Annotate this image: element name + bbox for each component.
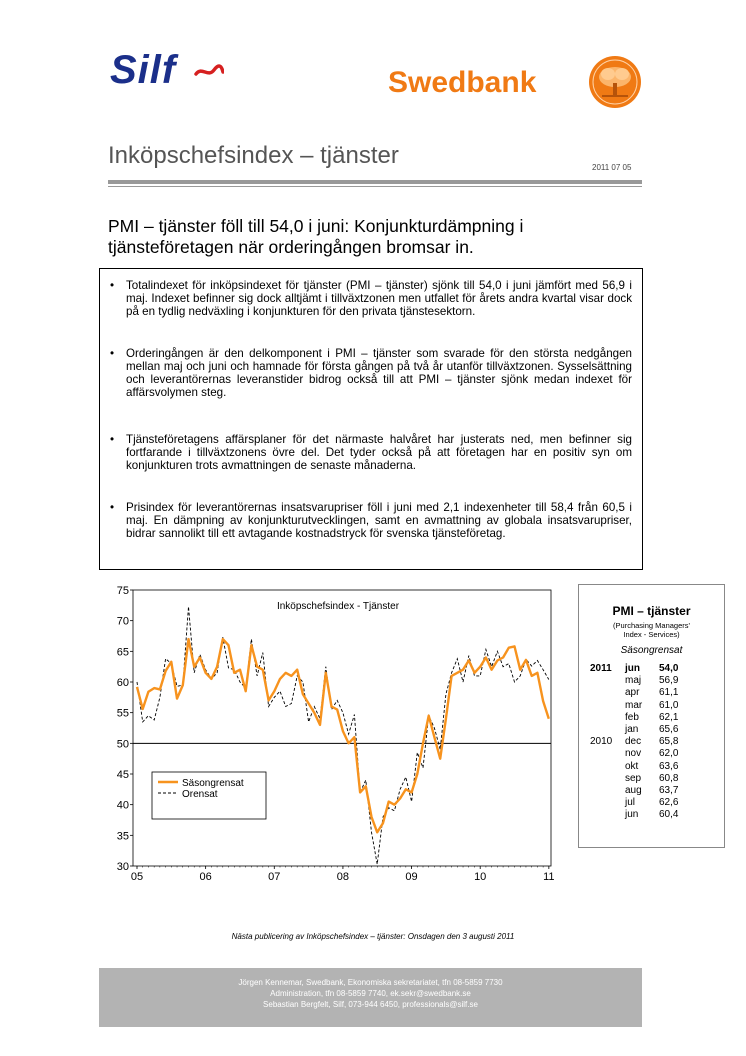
y-axis bbox=[117, 585, 133, 873]
footer-line: Administration, tfn 08-5859 7740, ek.sekr@swedbank.se bbox=[270, 989, 471, 998]
swedbank-oak-icon bbox=[588, 55, 642, 109]
summary-bullet bbox=[110, 279, 632, 318]
swedbank-logo: Swedbank bbox=[388, 66, 537, 99]
y-tick-label: 60 bbox=[116, 677, 129, 689]
table-row bbox=[579, 748, 724, 760]
table-row bbox=[579, 675, 724, 687]
summary-box bbox=[99, 268, 643, 570]
table-cell-value: 63,6 bbox=[659, 760, 679, 772]
table-cell-year: 2011 bbox=[590, 663, 612, 674]
table-cell-month: apr bbox=[625, 687, 640, 699]
pmi-chart bbox=[96, 582, 556, 882]
table-row bbox=[579, 797, 724, 809]
table-subtitle-line: Index - Services) bbox=[623, 630, 680, 639]
legend bbox=[152, 772, 266, 819]
series-line-orensat bbox=[137, 607, 549, 865]
y-tick-label: 40 bbox=[116, 799, 129, 812]
table-cell-value: 62,0 bbox=[659, 748, 679, 760]
table-cell-value: 65,6 bbox=[659, 724, 679, 735]
table-cell-value: 62,1 bbox=[659, 711, 679, 723]
table-cell-month: aug bbox=[625, 785, 642, 796]
x-tick-label: 08 bbox=[336, 871, 350, 882]
table-season-label: Säsongrensat bbox=[620, 645, 683, 656]
table-cell-month: jun bbox=[625, 809, 639, 821]
bullet-text: Totalindexet för inköpsindexet för tjänster (PMI – tjänster) sjönk till 54,0 i juni jämfört med 56,9 i maj. Indexet befinner sig dock alltjämt i tillväxtzonen men utfallet för årets andra kvartal visar dock på en tydlig nedväxling i konjunkturen för den privata tjänstesektorn. bbox=[126, 279, 632, 318]
y-tick-label: 45 bbox=[116, 769, 129, 781]
table-cell-month: feb bbox=[625, 711, 639, 723]
y-tick-label: 55 bbox=[116, 707, 129, 720]
footer-line: Jörgen Kennemar, Swedbank, Ekonomiska sekretariatet, tfn 08-5859 7730 bbox=[238, 978, 503, 987]
bullet-marker: • bbox=[110, 501, 115, 514]
bullet-marker: • bbox=[110, 279, 115, 292]
y-tick-label: 70 bbox=[116, 615, 129, 628]
table-row bbox=[579, 687, 724, 699]
table-cell-month: jul bbox=[625, 797, 636, 809]
table-title: PMI – tjänster bbox=[612, 604, 691, 618]
table-cell-month: dec bbox=[625, 736, 642, 748]
x-tick-label: 11 bbox=[543, 871, 555, 882]
summary-bullet bbox=[110, 501, 632, 540]
table-subtitle bbox=[579, 621, 724, 639]
bullet-text: Orderingången är den delkomponent i PMI – tjänster som svarade för den största nedgången mellan maj och juni och hamnade för första gången på två år utanför tillväxtzonen. Sysselsättning och leverantörernas leveranstider bidrog också till att PMI – tjänster sjönk medan indexet för affärsvolymen steg. bbox=[126, 347, 632, 399]
table-row bbox=[579, 700, 724, 712]
header-divider-thin bbox=[108, 186, 642, 187]
table-row bbox=[579, 809, 724, 821]
table-cell-value: 54,0 bbox=[659, 663, 679, 674]
table-cell-month: sep bbox=[625, 772, 642, 784]
document-title: Inköpschefsindex – tjänster bbox=[108, 142, 399, 169]
table-row bbox=[579, 712, 724, 724]
table-subtitle-line: (Purchasing Managers' bbox=[613, 621, 690, 630]
x-tick-label: 07 bbox=[268, 871, 281, 882]
table-cell-value: 61,0 bbox=[659, 699, 679, 711]
y-tick-label: 75 bbox=[116, 585, 129, 597]
footer-line: Sebastian Bergfelt, Silf, 073-944 6450, professionals@silf.se bbox=[263, 1000, 478, 1009]
pmi-summary-table bbox=[578, 584, 725, 848]
bullet-marker: • bbox=[110, 347, 115, 360]
table-row bbox=[579, 761, 724, 773]
header-divider bbox=[108, 180, 642, 184]
bullet-text: Tjänsteföretagens affärsplaner för det närmaste halvåret har justerats ned, men befinner sig fortfarande i tillväxtzonens övre del. Det tyder också på att företagen har en positiv syn om konjunkturen trots avmattningen de senaste månaderna. bbox=[126, 433, 632, 472]
y-tick-label: 50 bbox=[116, 738, 129, 751]
bullet-marker: • bbox=[110, 433, 115, 446]
y-tick-label: 30 bbox=[116, 861, 129, 873]
x-tick-label: 06 bbox=[199, 871, 212, 882]
table-cell-month: okt bbox=[625, 760, 639, 772]
table-cell-month: mar bbox=[625, 699, 643, 711]
table-cell-month: nov bbox=[625, 748, 642, 760]
table-cell-value: 60,4 bbox=[659, 809, 679, 821]
legend-label-sasongrensat: Säsongrensat bbox=[182, 778, 244, 789]
y-tick-label: 35 bbox=[116, 830, 129, 843]
footer-contact bbox=[99, 968, 642, 1027]
table-cell-value: 63,7 bbox=[659, 785, 679, 796]
table-row bbox=[579, 736, 724, 748]
chart-title: Inköpschefsindex - Tjänster bbox=[276, 601, 400, 612]
bullet-text: Prisindex för leverantörernas insatsvarupriser föll i juni med 2,1 indexenheter till 58,4 från 60,5 i maj. En dämpning av konjunkturutvecklingen, samt en avmattning av globala insatsvarupriser, bidrar sannolikt till ett avtagande kostnadstryck för svenska tjänsteföretag. bbox=[126, 501, 632, 540]
table-cell-month: jun bbox=[625, 663, 640, 674]
table-cell-month: maj bbox=[625, 675, 642, 687]
table-cell-month: jan bbox=[625, 724, 639, 735]
x-axis bbox=[131, 866, 555, 882]
y-tick-label: 65 bbox=[116, 646, 129, 659]
x-tick-label: 10 bbox=[474, 871, 487, 882]
table-cell-year: 2010 bbox=[590, 736, 613, 748]
table-row bbox=[579, 663, 724, 675]
x-tick-label: 09 bbox=[405, 871, 418, 882]
table-cell-value: 61,1 bbox=[659, 687, 679, 699]
x-tick-label: 05 bbox=[130, 871, 144, 882]
legend-label-orensat: Orensat bbox=[182, 789, 218, 800]
table-row bbox=[579, 785, 724, 797]
summary-bullet bbox=[110, 347, 632, 399]
silf-logo-text: Silf bbox=[110, 48, 177, 92]
table-row bbox=[579, 724, 724, 736]
table-cell-value: 65,8 bbox=[659, 736, 679, 748]
headline: PMI – tjänster föll till 54,0 i juni: Konjunkturdämpning i tjänsteföretagen när orderingången bromsar in. bbox=[108, 216, 524, 257]
summary-bullet bbox=[110, 433, 632, 472]
table-cell-value: 60,8 bbox=[659, 772, 679, 784]
silf-logo bbox=[110, 48, 220, 98]
table-row bbox=[579, 773, 724, 785]
next-publication-note: Nästa publicering av Inköpschefsindex – tjänster: Onsdagen den 3 augusti 2011 bbox=[231, 932, 515, 941]
table-cell-value: 62,6 bbox=[659, 797, 679, 809]
silf-swoosh-icon bbox=[194, 64, 224, 80]
table-cell-value: 56,9 bbox=[659, 675, 679, 687]
document-date: 2011 07 05 bbox=[592, 163, 632, 172]
